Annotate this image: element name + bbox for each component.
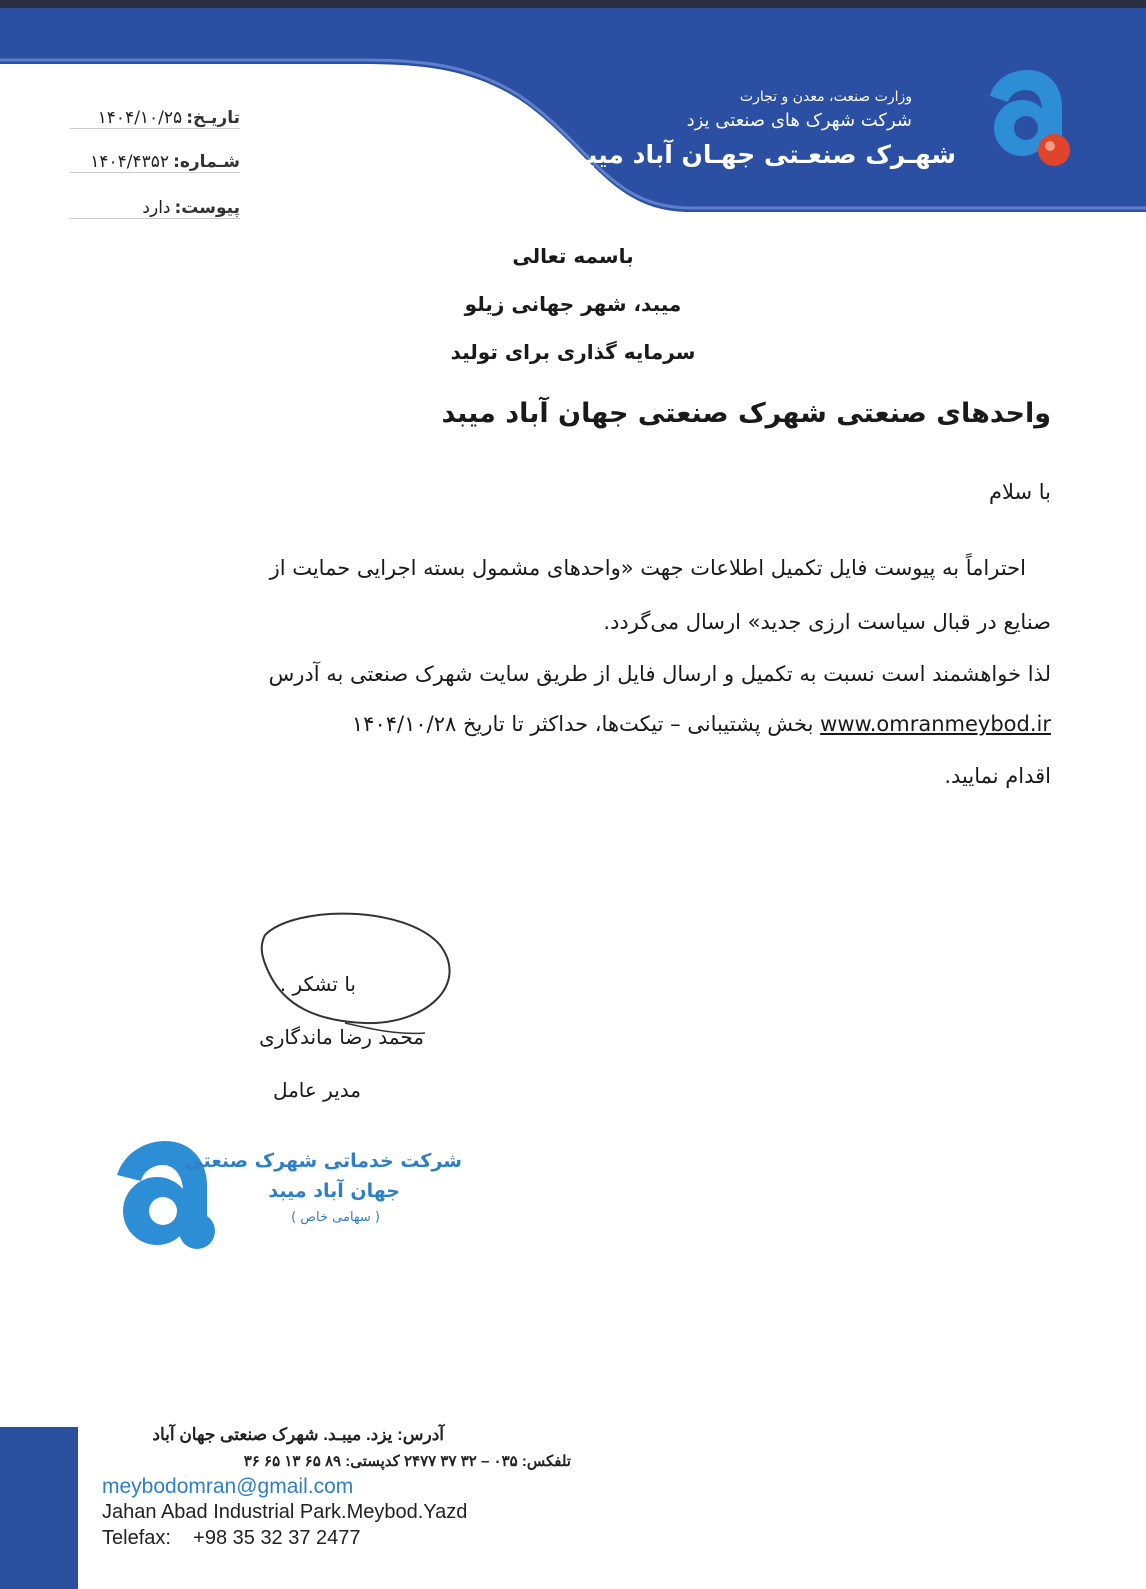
number-underline bbox=[70, 172, 240, 173]
body-line-1: احتراماً به پیوست فایل تکمیل اطلاعات جهت «واحدهای مشمول بسته اجرایی حمایت از bbox=[269, 556, 1026, 580]
footer-address-en: Jahan Abad Industrial Park.Meybod.Yazd bbox=[102, 1501, 468, 1523]
date-underline bbox=[70, 128, 240, 129]
company-logo-icon bbox=[980, 62, 1075, 172]
thanks: با تشکر . bbox=[279, 972, 356, 996]
body-line-4-rest: بخش پشتیبانی – تیکت‌ها، حداکثر تا تاریخ ۱۴۰۴/۱۰/۲۸ bbox=[351, 712, 821, 736]
signer-title: مدیر عامل bbox=[272, 1078, 361, 1102]
website-link[interactable]: www.omranmeybod.ir bbox=[820, 712, 1051, 736]
number-row bbox=[90, 152, 240, 172]
attachment-value: دارد bbox=[142, 198, 171, 218]
footer-telefax-en: Telefax: +98 35 32 37 2477 bbox=[102, 1527, 361, 1549]
body-line-3: لذا خواهشمند است نسبت به تکمیل و ارسال فایل از طریق سایت شهرک صنعتی به آدرس bbox=[268, 662, 1051, 686]
stamp-line-1: شرکت خدماتی شهرک صنعتی bbox=[184, 1150, 462, 1172]
slogan-investment: سرمایه گذاری برای تولید bbox=[450, 340, 696, 364]
slogan-city: میبد، شهر جهانی زیلو bbox=[464, 292, 682, 316]
body-line-5: اقدام نمایید. bbox=[944, 764, 1051, 788]
signer-name: محمد رضا ماندگاری bbox=[259, 1025, 424, 1049]
footer-email[interactable]: meybodomran@gmail.com bbox=[102, 1475, 354, 1498]
date-row bbox=[98, 108, 240, 128]
footer-block bbox=[0, 1427, 78, 1589]
attachment-row bbox=[142, 198, 240, 218]
company-name: شرکت شهرک های صنعتی یزد bbox=[686, 110, 912, 131]
ministry-name: وزارت صنعت، معدن و تجارت bbox=[739, 89, 912, 105]
invocation: باسمه تعالی bbox=[512, 244, 634, 268]
stamp-line-2: جهان آباد میبد bbox=[268, 1180, 400, 1202]
stamp-line-3: ( سهامی خاص ) bbox=[291, 1210, 380, 1225]
attachment-label: پیوست: bbox=[174, 198, 240, 218]
attachment-underline bbox=[70, 218, 240, 219]
recipient: واحدهای صنعتی شهرک صنعتی جهان آباد میبد bbox=[441, 398, 1051, 429]
number-value: ۱۴۰۴/۴۳۵۲ bbox=[90, 152, 170, 172]
date-value: ۱۴۰۴/۱۰/۲۵ bbox=[97, 108, 183, 128]
body-line-4 bbox=[352, 712, 1051, 736]
body-line-2: صنایع در قبال سیاست ارزی جدید» ارسال می‌گردد. bbox=[603, 610, 1051, 634]
footer-telfax: تلفکس: ۰۳۵ – ۳۲ ۳۷ ۲۴۷۷ کدپستی: ۸۹ ۶۵ ۱۳ ۶۵ ۳۶ bbox=[243, 1453, 571, 1470]
date-label: تاریـخ: bbox=[186, 108, 240, 128]
number-label: شـماره: bbox=[173, 152, 240, 172]
industrial-park-name: شهـرک صنعـتی جهـان آباد میبـد bbox=[565, 140, 956, 169]
footer-address: آدرس: یزد. میبـد. شهرک صنعتی جهان آباد bbox=[152, 1425, 444, 1444]
greeting: با سلام bbox=[988, 480, 1051, 504]
